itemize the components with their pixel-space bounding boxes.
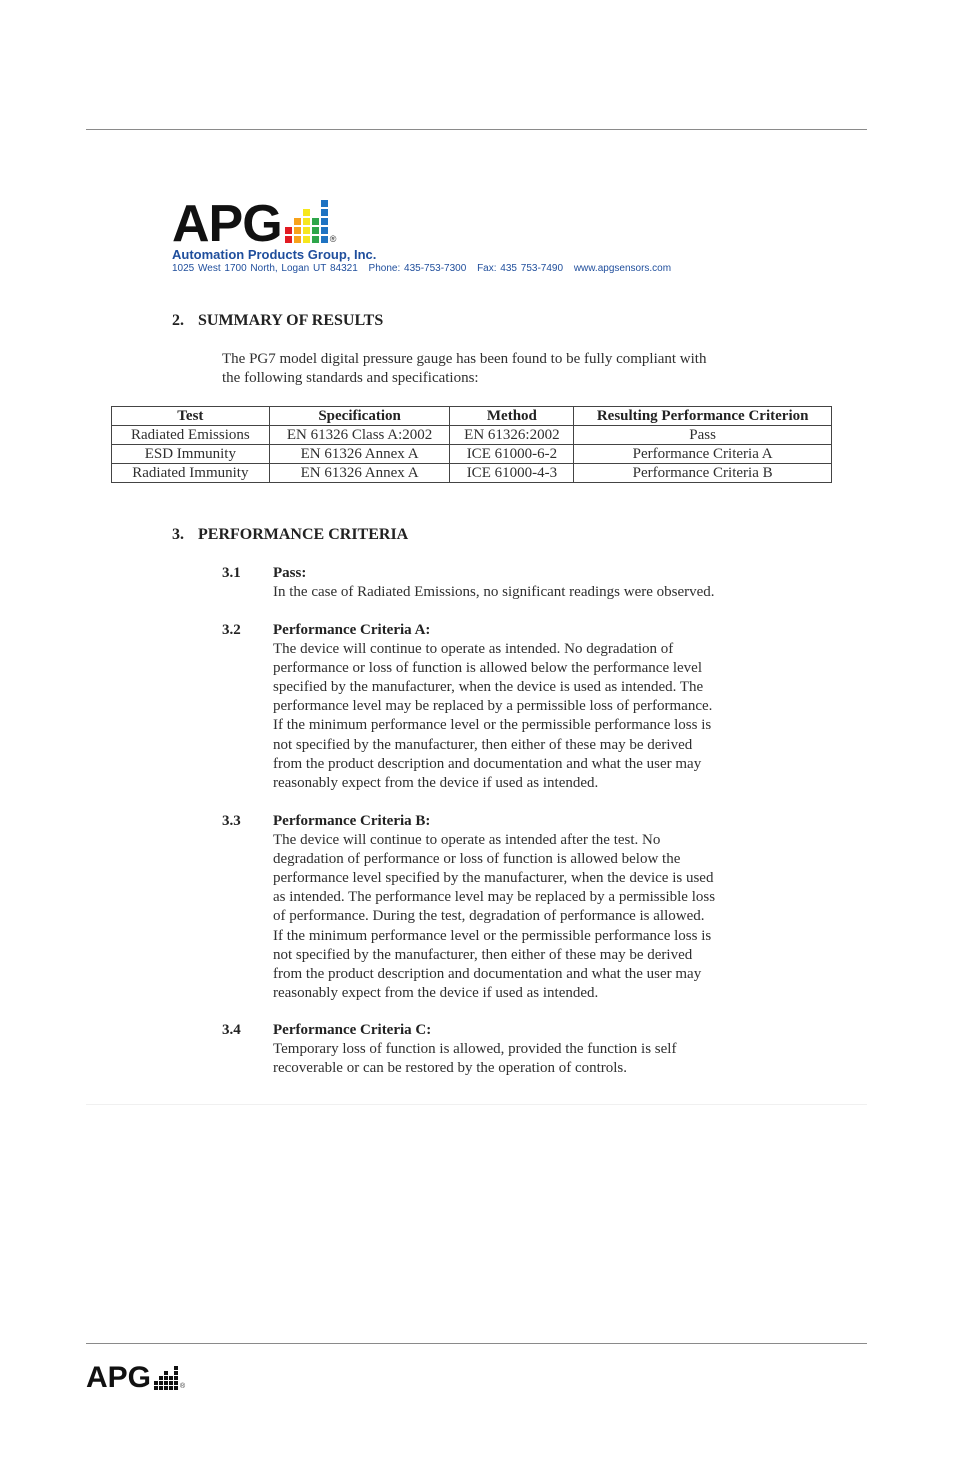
logo-dot xyxy=(164,1381,168,1385)
logo-dot xyxy=(154,1371,158,1375)
logo-dot xyxy=(285,200,292,207)
logo-dot xyxy=(303,227,310,234)
section-number: 2. xyxy=(172,312,184,329)
item-number: 3.3 xyxy=(222,813,241,829)
item-number: 3.1 xyxy=(222,565,241,581)
logo-dot xyxy=(159,1386,163,1390)
column-header-specification: Specification xyxy=(269,407,450,426)
table-cell: ESD Immunity xyxy=(112,445,270,464)
item-line: The device will continue to operate as intended after the test. No xyxy=(273,832,661,849)
logo-dot xyxy=(294,200,301,207)
table-cell: Pass xyxy=(574,426,832,445)
logo-dot xyxy=(303,218,310,225)
item-title: Performance Criteria A: xyxy=(273,622,431,638)
logo-dot xyxy=(303,209,310,216)
section-2-heading xyxy=(172,312,383,330)
item-line: recoverable or can be restored by the operation of controls. xyxy=(273,1060,628,1077)
column-header-test: Test xyxy=(112,407,270,426)
item-title: Pass: xyxy=(273,565,307,581)
contact-line xyxy=(172,263,772,274)
company-name: Automation Products Group, Inc. xyxy=(172,247,377,262)
logo-dot xyxy=(294,236,301,243)
logo-dot xyxy=(154,1366,158,1370)
section-title: PERFORMANCE CRITERIA xyxy=(198,526,409,543)
item-line: The device will continue to operate as intended. No degradation of xyxy=(273,641,674,658)
table-cell: Performance Criteria A xyxy=(574,445,832,464)
logo-dot xyxy=(285,218,292,225)
table-cell: ICE 61000-4-3 xyxy=(450,464,574,483)
logo-dot xyxy=(321,200,328,207)
logo-dot xyxy=(285,209,292,216)
item-number: 3.2 xyxy=(222,622,241,638)
logo-dot-grid-icon xyxy=(285,200,328,243)
table-header-row xyxy=(112,407,832,426)
logo-dot xyxy=(312,227,319,234)
item-line: In the case of Radiated Emissions, no significant readings were observed. xyxy=(273,584,715,601)
logo-dot xyxy=(169,1381,173,1385)
item-line: of performance. During the test, degradation of performance is allowed. xyxy=(273,908,705,925)
logo-dot xyxy=(159,1371,163,1375)
item-line: performance or loss of function is allowed below the performance level xyxy=(273,660,703,677)
logo-dot xyxy=(154,1376,158,1380)
fax: Fax: 435 753-7490 xyxy=(477,263,564,274)
logo-dot xyxy=(159,1376,163,1380)
logo-dot xyxy=(303,236,310,243)
logo-dot xyxy=(294,218,301,225)
logo-wordmark: APG xyxy=(172,195,282,253)
logo-dot xyxy=(169,1371,173,1375)
section-3-heading xyxy=(172,526,408,544)
item-line: degradation of performance or loss of function is allowed below the xyxy=(273,851,681,868)
logo-dot xyxy=(169,1366,173,1370)
item-line: reasonably expect from the device if used as intended. xyxy=(273,774,599,791)
table-row xyxy=(112,445,832,464)
logo-dot xyxy=(285,236,292,243)
logo-dot xyxy=(164,1371,168,1375)
logo-dot xyxy=(154,1381,158,1385)
results-table xyxy=(111,406,832,483)
section-number: 3. xyxy=(172,526,184,543)
logo-dot xyxy=(312,236,319,243)
logo-dot xyxy=(312,218,319,225)
table-cell: EN 61326 Annex A xyxy=(269,464,450,483)
logo-dot xyxy=(164,1376,168,1380)
table-cell: EN 61326:2002 xyxy=(450,426,574,445)
phone: Phone: 435-753-7300 xyxy=(368,263,467,274)
logo-dot xyxy=(159,1366,163,1370)
letterhead xyxy=(172,195,772,274)
item-line: performance level specified by the manufacturer, when the device is used xyxy=(273,870,714,887)
item-line: as intended. The performance level may be replaced by a permissible loss xyxy=(273,889,716,906)
item-line: Temporary loss of function is allowed, provided the function is self xyxy=(273,1041,677,1058)
footer-rule xyxy=(86,1343,867,1344)
intro-line: The PG7 model digital pressure gauge has been found to be fully compliant with xyxy=(222,351,707,367)
item-line: from the product description and documentation and what the user may xyxy=(273,965,702,982)
logo-dot xyxy=(294,209,301,216)
item-title: Performance Criteria B: xyxy=(273,813,431,829)
item-line: If the minimum performance level or the permissible performance loss is xyxy=(273,717,712,734)
logo-dot xyxy=(321,218,328,225)
logo-dot xyxy=(312,200,319,207)
table-row xyxy=(112,464,832,483)
logo-dot xyxy=(303,200,310,207)
table-cell: Radiated Immunity xyxy=(112,464,270,483)
logo-dot xyxy=(321,209,328,216)
apg-logo xyxy=(172,195,772,253)
registered-mark: ® xyxy=(329,234,337,244)
summary-intro xyxy=(222,350,706,388)
website-link[interactable]: www.apgsensors.com xyxy=(573,263,672,274)
logo-dot xyxy=(174,1376,178,1380)
logo-dot xyxy=(174,1386,178,1390)
logo-dot xyxy=(321,227,328,234)
footer-apg-logo xyxy=(86,1361,186,1394)
logo-dot xyxy=(285,227,292,234)
logo-dot xyxy=(169,1386,173,1390)
logo-dot xyxy=(154,1386,158,1390)
logo-dot xyxy=(321,236,328,243)
footer-logo-wordmark: APG xyxy=(86,1361,152,1394)
logo-dot xyxy=(164,1386,168,1390)
table-cell: EN 61326 Annex A xyxy=(269,445,450,464)
header-rule xyxy=(86,129,867,130)
item-body xyxy=(273,564,773,602)
item-line: not specified by the manufacturer, then either of these may be derived xyxy=(273,736,693,753)
item-line: reasonably expect from the device if used as intended. xyxy=(273,984,599,1001)
table-cell: ICE 61000-6-2 xyxy=(450,445,574,464)
column-header-criterion: Resulting Performance Criterion xyxy=(574,407,832,426)
logo-dot xyxy=(174,1381,178,1385)
item-body xyxy=(273,812,773,1003)
section-title: SUMMARY OF RESULTS xyxy=(198,312,384,329)
logo-dot xyxy=(312,209,319,216)
logo-dot xyxy=(159,1381,163,1385)
item-line: If the minimum performance level or the permissible performance loss is xyxy=(273,927,712,944)
scan-edge-line xyxy=(86,1104,867,1105)
logo-dot xyxy=(174,1366,178,1370)
item-line: performance level may be replaced by a permissible loss of performance. xyxy=(273,698,713,715)
item-line: specified by the manufacturer, when the device is used as intended. The xyxy=(273,679,704,696)
table-row xyxy=(112,426,832,445)
item-number: 3.4 xyxy=(222,1022,241,1038)
item-line: from the product description and documentation and what the user may xyxy=(273,755,702,772)
logo-dot xyxy=(294,227,301,234)
item-body xyxy=(273,621,773,793)
table-cell: Performance Criteria B xyxy=(574,464,832,483)
logo-dot xyxy=(164,1366,168,1370)
table-cell: Radiated Emissions xyxy=(112,426,270,445)
logo-dot xyxy=(174,1371,178,1375)
logo-dot xyxy=(169,1376,173,1380)
table-cell: EN 61326 Class A:2002 xyxy=(269,426,450,445)
item-line: not specified by the manufacturer, then either of these may be derived xyxy=(273,946,693,963)
item-body xyxy=(273,1021,773,1078)
column-header-method: Method xyxy=(450,407,574,426)
footer-logo-dot-grid-icon xyxy=(154,1366,178,1390)
item-title: Performance Criteria C: xyxy=(273,1022,432,1038)
address: 1025 West 1700 North, Logan UT 84321 xyxy=(172,263,358,274)
intro-line: the following standards and specifications: xyxy=(222,370,479,387)
footer-registered-mark: ® xyxy=(180,1383,186,1390)
